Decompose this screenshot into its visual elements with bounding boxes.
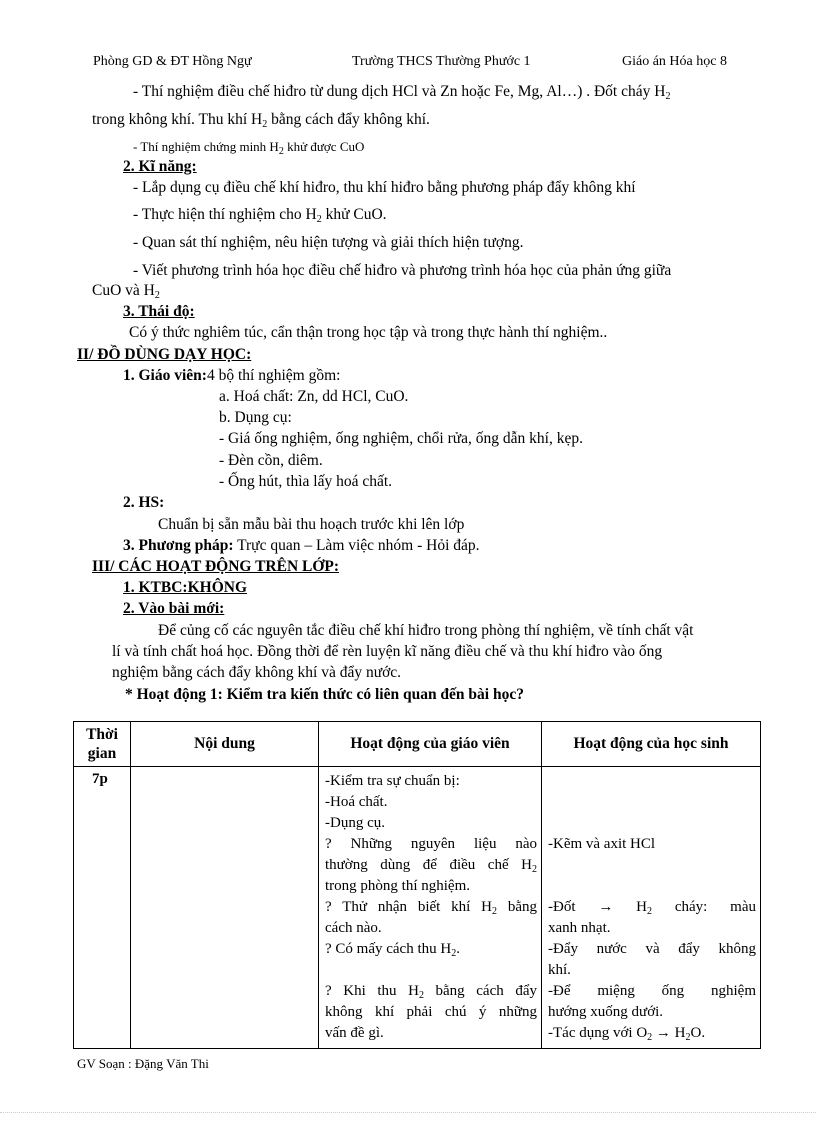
col-header-teacher: Hoạt động của giáo viên (319, 722, 542, 767)
skill-item-4-line-2: CuO và $H_2$ (92, 282, 160, 301)
skill-item-2: - Thực hiện thí nghiệm cho $H_2$ khử CuO. (133, 206, 387, 225)
header-subject: Giáo án Hóa học 8 (622, 54, 727, 69)
activity-1-heading: * Hoạt động 1: Kiểm tra kiến thức có liên quan đến bài học? (125, 686, 524, 703)
attitude-heading: 3. Thái độ: (123, 303, 195, 320)
new-lesson-heading: 2. Vào bài mới: (123, 600, 225, 617)
experiment-line-1: - Thí nghiệm điều chế hiđro từ dung dịch HCl và Zn hoặc Fe, Mg, Al…) . Đốt cháy $H_2$ (133, 83, 671, 102)
skill-item-1: - Lắp dụng cụ điều chế khí hiđro, thu khí hiđro bằng phương pháp đẩy không khí (133, 179, 636, 196)
header-school-office: Phòng GD & ĐT Hồng Ngự (93, 54, 252, 69)
footer-author: GV Soạn : Đặng Văn Thi (77, 1056, 209, 1071)
header-school-name: Trường THCS Thường Phước 1 (352, 54, 531, 69)
page-bottom-divider (0, 1112, 816, 1113)
activity-table (73, 721, 761, 1049)
teacher-line: 1. Giáo viên:4 bộ thí nghiệm gồm: (123, 367, 341, 384)
tools-sub-2: - Đèn cồn, diêm. (219, 452, 323, 469)
teacher-activity-cell: -Kiểm tra sự chuẩn bị: -Hoá chất. -Dụng cụ. ? Những nguyên liệu nào thường dùng để điều chế $H_2$ trong phòng thí nghiệm. ? Thử nhận biết khí $H_2$ bằng cách nào. ? Có mấy cách thu $H_2$. ? Khi thu $H_2$ bằng cách đẩy không khí phải chú ý những vấn đề gì. (319, 767, 542, 1049)
intro-line-2: lí và tính chất hoá học. Đồng thời để rèn luyện kĩ năng điều chế và thu khí hiđro vào ống (112, 643, 663, 660)
col-header-student: Hoạt động của học sinh (542, 722, 761, 767)
hs-heading: 2. HS: (123, 494, 165, 511)
experiment-cuo: - Thí nghiệm chứng minh $H_2$ khử được CuO (133, 139, 365, 157)
content-cell (131, 767, 319, 1049)
col-header-content: Nội dung (131, 722, 319, 767)
intro-line-3: nghiệm bằng cách đẩy không khí và đẩy nước. (112, 664, 402, 681)
table-row (74, 767, 761, 1049)
hs-text: Chuẩn bị sẵn mẫu bài thu hoạch trước khi lên lớp (158, 516, 465, 533)
chemicals-item: a. Hoá chất: Zn, dd HCl, CuO. (219, 388, 409, 405)
skill-item-3: - Quan sát thí nghiệm, nêu hiện tượng và giải thích hiện tượng. (133, 234, 524, 251)
tools-sub-3: - Ống hút, thìa lấy hoá chất. (219, 473, 393, 490)
table-header-row (74, 722, 761, 767)
tools-item: b. Dụng cụ: (219, 409, 292, 426)
method-line: 3. Phương pháp: Trực quan – Làm việc nhóm - Hỏi đáp. (123, 537, 480, 554)
section-3-heading: III/ CÁC HOẠT ĐỘNG TRÊN LỚP: (92, 558, 340, 575)
time-cell: 7p (74, 767, 131, 1049)
intro-line-1: Để củng cố các nguyên tắc điều chế khí hiđro trong phòng thí nghiệm, về tính chất vật (158, 622, 694, 639)
section-2-heading: II/ ĐỒ DÙNG DẠY HỌC: (77, 346, 252, 363)
tools-sub-1: - Giá ống nghiệm, ống nghiệm, chổi rửa, ống dẫn khí, kẹp. (219, 430, 583, 447)
experiment-line-2: trong không khí. Thu khí $H_2$ bằng cách đẩy không khí. (92, 111, 430, 130)
skills-heading: 2. Kĩ năng: (123, 158, 197, 175)
col-header-time: Thời gian (74, 722, 131, 767)
skill-item-4-line-1: - Viết phương trình hóa học điều chế hiđro và phương trình hóa học của phản ứng giữa (133, 262, 672, 279)
student-activity-cell: -Kẽm và axit HCl -Đốt → $H_2$ cháy: màu xanh nhạt. -Đẩy nước và đẩy không khí. -Để miệng ống nghiệm hướng xuống dưới. -Tác dụng với $O_2 \to H_2O$. (542, 767, 761, 1049)
ktbc-heading: 1. KTBC:KHÔNG (123, 579, 248, 596)
attitude-text: Có ý thức nghiêm túc, cẩn thận trong học tập và trong thực hành thí nghiệm.. (129, 324, 608, 341)
